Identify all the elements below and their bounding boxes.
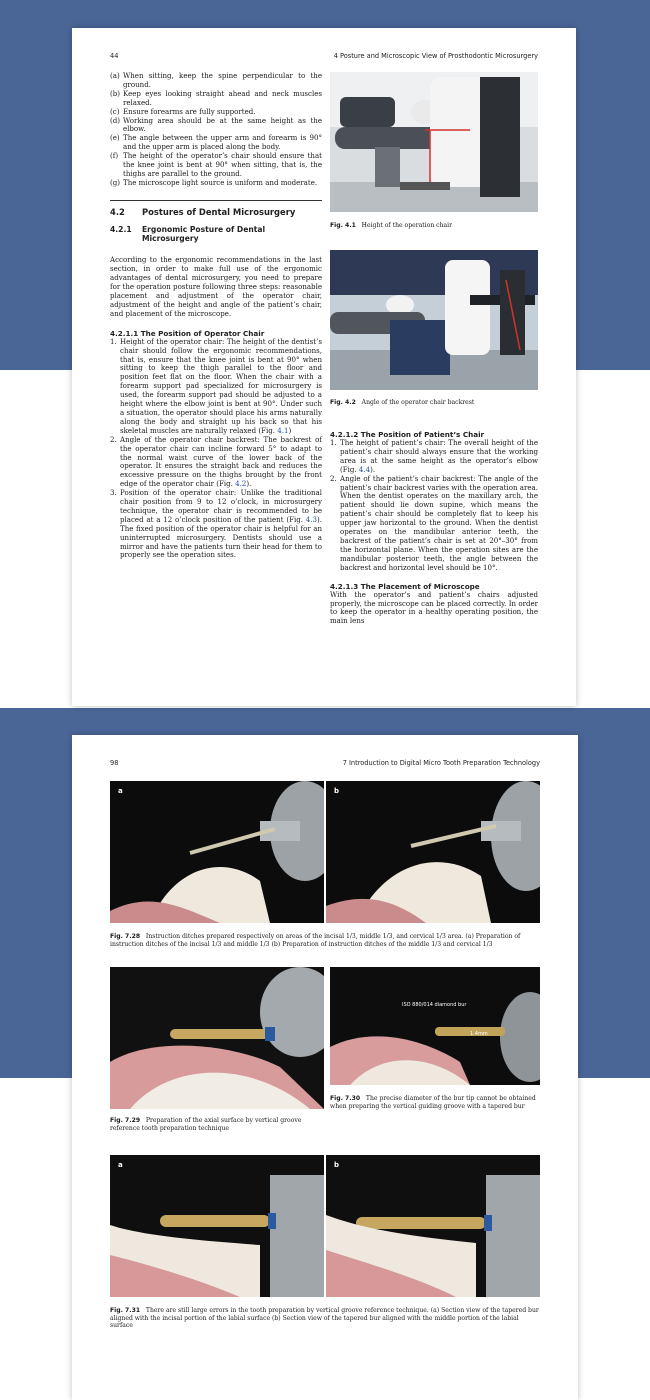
page-header bbox=[110, 759, 540, 771]
panel-label: a bbox=[118, 787, 123, 795]
page-number: 98 bbox=[110, 759, 119, 767]
section-rule bbox=[110, 200, 322, 201]
list-item: (d) Working area should be at the same height as the elbow. bbox=[110, 115, 322, 134]
list-item: 1. The height of patient’s chair: The overall height of the patient’s chair should always ensure that the working area is at the same height as the operator’s elbow (Fig. 4.4). bbox=[330, 438, 538, 474]
list-item: 2. Angle of the operator chair backrest: The backrest of the operator chair can incline forward 5° to adapt to the normal waist curve of the lower back of the operator. It ensures the straight back and reduces the excessive pressure on the thighs brought by the front edge of the operator chair (Fig. 4.2). bbox=[110, 434, 322, 489]
page-header bbox=[110, 52, 538, 64]
recommendation-list bbox=[110, 72, 322, 188]
measurement-label: 1.4mm bbox=[470, 1031, 488, 1037]
running-head: 7 Introduction to Digital Micro Tooth Preparation Technology bbox=[342, 759, 540, 767]
panel-label: a bbox=[118, 1161, 123, 1169]
figure-link[interactable]: 4.4 bbox=[358, 464, 371, 474]
right-column bbox=[330, 430, 538, 626]
left-column bbox=[110, 72, 322, 560]
list-item: 3. Position of the operator chair: Unlike the traditional chair position from 9 to 12 o’clock, in microsurgery technique, the operator chair is recommended to be placed at a 12 o’clock position of the patient (Fig. 4.3). The fixed position of the operator chair is helpful for an uninterrupted microsurgery. Dentists should use a mirror and have the patients turn their head for them to properly see the operation sites. bbox=[110, 488, 322, 560]
panel-label: b bbox=[334, 1161, 340, 1169]
figure-7-31b-photo bbox=[326, 1155, 540, 1297]
list-item: (e) The angle between the upper arm and forearm is 90° and the upper arm is placed along the body. bbox=[110, 133, 322, 152]
book-page-44 bbox=[72, 28, 576, 706]
figure-7-28b-photo bbox=[326, 781, 540, 923]
figure-7-29-caption: Fig. 7.29 Preparation of the axial surface by vertical groove reference tooth preparation technique bbox=[110, 1117, 302, 1132]
figure-4-1-caption: Fig. 4.1 Height of the operation chair bbox=[330, 222, 453, 229]
figure-7-30-photo bbox=[330, 967, 540, 1085]
figure-7-29-photo bbox=[110, 967, 324, 1109]
section-heading: 4.2 Postures of Dental Microsurgery bbox=[110, 206, 296, 217]
list-item: 2. Angle of the patient’s chair backrest: The angle of the patient’s chair backrest varies with the operation area. When the dentist operates on the maxillary arch, the patient should lie down supine, which means the patient’s chair should be completely flat to keep his upper jaw horizontal to the ground. When the dentist operates on the mandibular anterior teeth, the backrest of the patient’s chair is set at 20°–30° from the horizontal plane. When the operation sites are the mandibular posterior teeth, the angle between the backrest and horizontal level should be 10°. bbox=[330, 473, 538, 572]
figure-link[interactable]: 4.2 bbox=[235, 479, 247, 489]
figure-link[interactable]: 4.3 bbox=[305, 514, 317, 524]
subsubsection-heading: 4.2.1.1 The Position of Operator Chair bbox=[110, 328, 265, 338]
list-item: (b) Keep eyes looking straight ahead and neck muscles relaxed. bbox=[110, 88, 322, 107]
running-head: 4 Posture and Microscopic View of Prosthodontic Microsurgery bbox=[333, 52, 538, 60]
figure-7-30-caption: Fig. 7.30 The precise diameter of the bur tip cannot be obtained when preparing the vertical guiding groove with a tapered bur bbox=[330, 1095, 536, 1110]
list-item: 1. Height of the operator chair: The height of the dentist’s chair should follow the ergonomic recommendations, that is, ensure that the knee joint is bent at 90° when sitting to keep the thigh parallel to the floor and position feet flat on the floor. When the chair with a forearm support pad specialized for microsurgery is used, the forearm support pad should be adjusted to a height where the elbow joint is bent at 90°. Under such a situation, the operator should place his arms naturally along the body and straight up his back so that his skeletal muscles are naturally relaxed (Fig. 4.1) bbox=[110, 336, 322, 435]
figure-7-31a-photo bbox=[110, 1155, 324, 1297]
panel-label: b bbox=[334, 787, 340, 795]
figure-7-28-caption: Fig. 7.28 Instruction ditches prepared respectively on areas of the incisal 1/3, middle 1/3, and cervical 1/3 area. (a) Preparation of instruction ditches of the incisal 1/3 and middle 1/3 (b) Preparation of instruction ditches of the middle 1/3 and cervical 1/3 bbox=[110, 933, 521, 948]
figure-4-1-photo bbox=[330, 72, 538, 212]
list-item: (f) The height of the operator’s chair should ensure that the knee joint is bent at 90° when sitting, that is, the thighs are parallel to the ground. bbox=[110, 151, 322, 178]
figure-7-28a-photo bbox=[110, 781, 324, 923]
figure-4-2-caption: Fig. 4.2 Angle of the operator chair backrest bbox=[330, 399, 475, 406]
list-item: (g) The microscope light source is uniform and moderate. bbox=[110, 177, 318, 187]
subsubsection-heading: 4.2.1.2 The Position of Patient’s Chair bbox=[330, 430, 485, 439]
list-item: (c) Ensure forearms are fully supported. bbox=[110, 106, 256, 116]
figure-4-2-photo bbox=[330, 250, 538, 390]
intro-paragraph: According to the ergonomic recommendations in the last section, in order to make full use of the ergonomic advantages of dental microsurgery, you need to prepare for the operation posture following three steps: reasonable placement and adjustment of the operator chair, adjustment of the height and angle of the patient’s chair, and placement of the microscope. bbox=[110, 255, 322, 318]
photo-annotation: ISO 880/014 diamond bur bbox=[402, 1002, 467, 1008]
microscope-paragraph: With the operator’s and patient’s chairs adjusted properly, the microscope can be placed correctly. In order to keep the operator in a healthy operating position, the main lens bbox=[330, 589, 538, 626]
list-item: (a) When sitting, keep the spine perpendicular to the ground. bbox=[110, 71, 322, 89]
figure-7-31-caption: Fig. 7.31 There are still large errors in the tooth preparation by vertical groove reference technique. (a) Section view of the tapered bur aligned with the incisal portion of the labial surface (b) Section view of the tapered bur aligned with the middle portion of the labial surface bbox=[110, 1307, 539, 1330]
subsubsection-heading: 4.2.1.3 The Placement of Microscope bbox=[330, 581, 480, 591]
figure-link[interactable]: 4.1 bbox=[277, 425, 289, 435]
operator-chair-list bbox=[110, 338, 322, 561]
book-page-98 bbox=[72, 735, 578, 1400]
subsection-heading: 4.2.1 Ergonomic Posture of Dental Microsurgery bbox=[110, 224, 266, 244]
page-number: 44 bbox=[110, 52, 119, 60]
